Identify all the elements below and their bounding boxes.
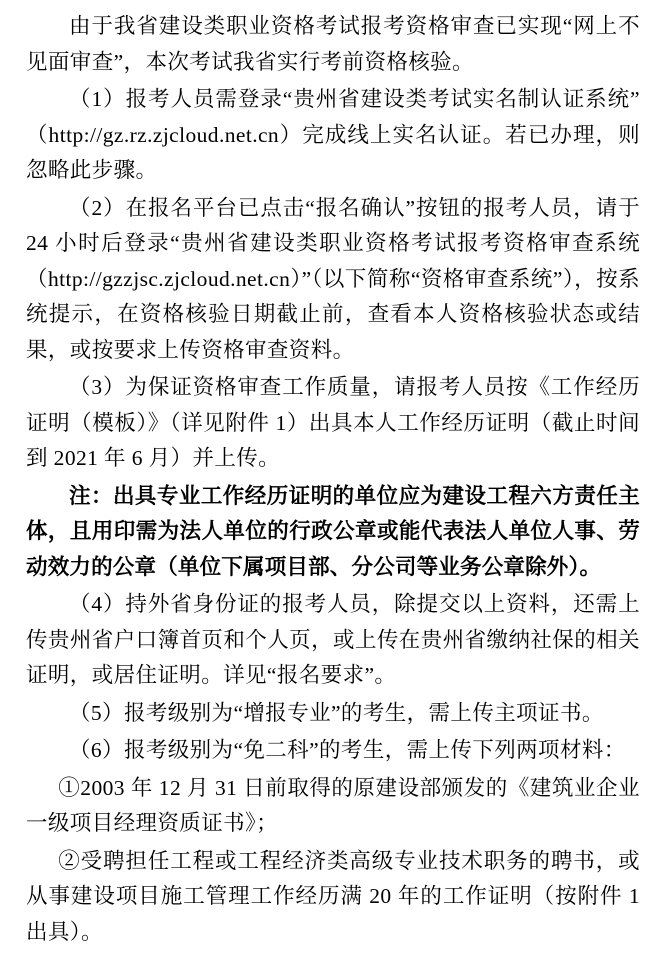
paragraph-item-4: （4）持外省身份证的报考人员，除提交以上资料，还需上传贵州省户口簿首页和个人页，或上传在贵州省缴纳社保的相关证明，或居住证明。详见“报名要求”。 <box>26 592 640 687</box>
paragraph-item-3: （3）为保证资格审查工作质量，请报考人员按《工作经历证明（模板）》（详见附件 1）出具本人工作经历证明（截止时间到 2021 年 6 月）并上传。 <box>26 375 640 470</box>
paragraph-item-6: （6）报考级别为“免二科”的考生，需上传下列两项材料： <box>69 738 626 762</box>
paragraph-item-2: （2）在报名平台已点击“报名确认”按钮的报考人员，请于 24 小时后登录“贵州省建设类职业资格考试报考资格审查系统（http://gzzjsc.zjcloud.net.cn）”（以下简称“资格审查系统”），按系统提示，在资格核验日期截止前，查看本人资格核验状态或结果，或按要求上传资格审查资料。 <box>26 195 640 362</box>
paragraph-bold-note: 注：出具专业工作经历证明的单位应为建设工程六方责任主体，且用印需为法人单位的行政公章或能代表法人单位人事、劳动效力的公章（单位下属项目部、分公司等业务公章除外）。 <box>26 483 640 579</box>
paragraph-item-5: （5）报考级别为“增报专业”的考生，需上传主项证书。 <box>69 700 604 725</box>
paragraph-sub-item-1: ①2003 年 12 月 31 日前取得的原建设部颁发的《建筑业企业一级项目经理资质证书》； <box>26 775 640 835</box>
paragraph-item-1: （1）报考人员需登录“贵州省建设类考试实名制认证系统”（http://gz.rz.zjcloud.net.cn）完成线上实名认证。若已办理，则忽略此步骤。 <box>26 87 640 182</box>
paragraph-intro: 由于我省建设类职业资格考试报考资格审查已实现“网上不见面审查”，本次考试我省实行考前资格核验。 <box>26 14 640 74</box>
paragraph-sub-item-2: ②受聘担任工程或工程经济类高级专业技术职务的聘书，或从事建设项目施工管理工作经历满 20 年的工作证明（按附件 1 出具）。 <box>26 848 640 944</box>
